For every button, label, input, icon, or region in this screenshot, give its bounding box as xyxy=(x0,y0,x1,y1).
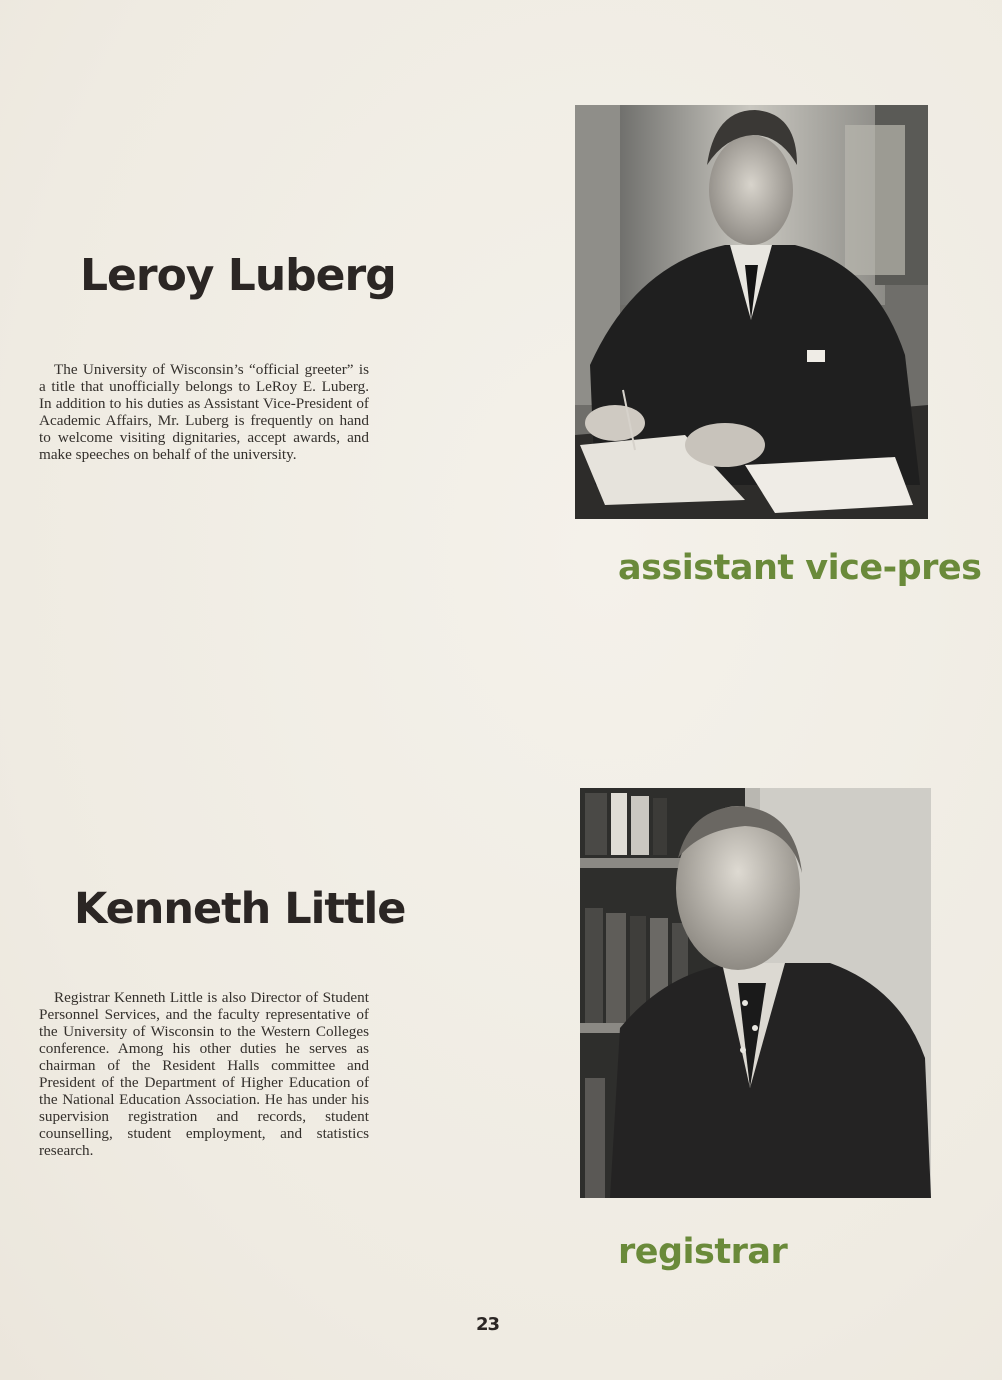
bio-text-little: Registrar Kenneth Little is also Director of Student Personnel Services, and the faculty representative of the University of Wisconsin to the Western Colleges conference. Among his other duties he serves as chairman of the Resident Halls committee and President of the Department of Higher Education of the National Education Association. He has under his supervision registration and records, student counselling, student employment, and statistics research. xyxy=(39,989,369,1159)
page-number: 23 xyxy=(476,1314,500,1335)
name-heading-little: Kenneth Little xyxy=(74,884,406,934)
name-heading-luberg: Leroy Luberg xyxy=(80,250,396,301)
portrait-photo-little-image xyxy=(580,788,931,1198)
role-title-luberg: assistant vice-pres xyxy=(618,548,982,588)
portrait-photo-little xyxy=(580,788,931,1198)
portrait-photo-luberg xyxy=(575,105,928,519)
role-title-little: registrar xyxy=(618,1232,788,1272)
portrait-photo-luberg-image xyxy=(575,105,928,519)
bio-text-luberg: The University of Wisconsin’s “official greeter” is a title that unofficially belongs to LeRoy E. Luberg. In addition to his duties as Assistant Vice-President of Academic Affairs, Mr. Luberg is frequently on hand to welcome visiting dignitaries, accept awards, and make speeches on behalf of the university. xyxy=(39,361,369,463)
